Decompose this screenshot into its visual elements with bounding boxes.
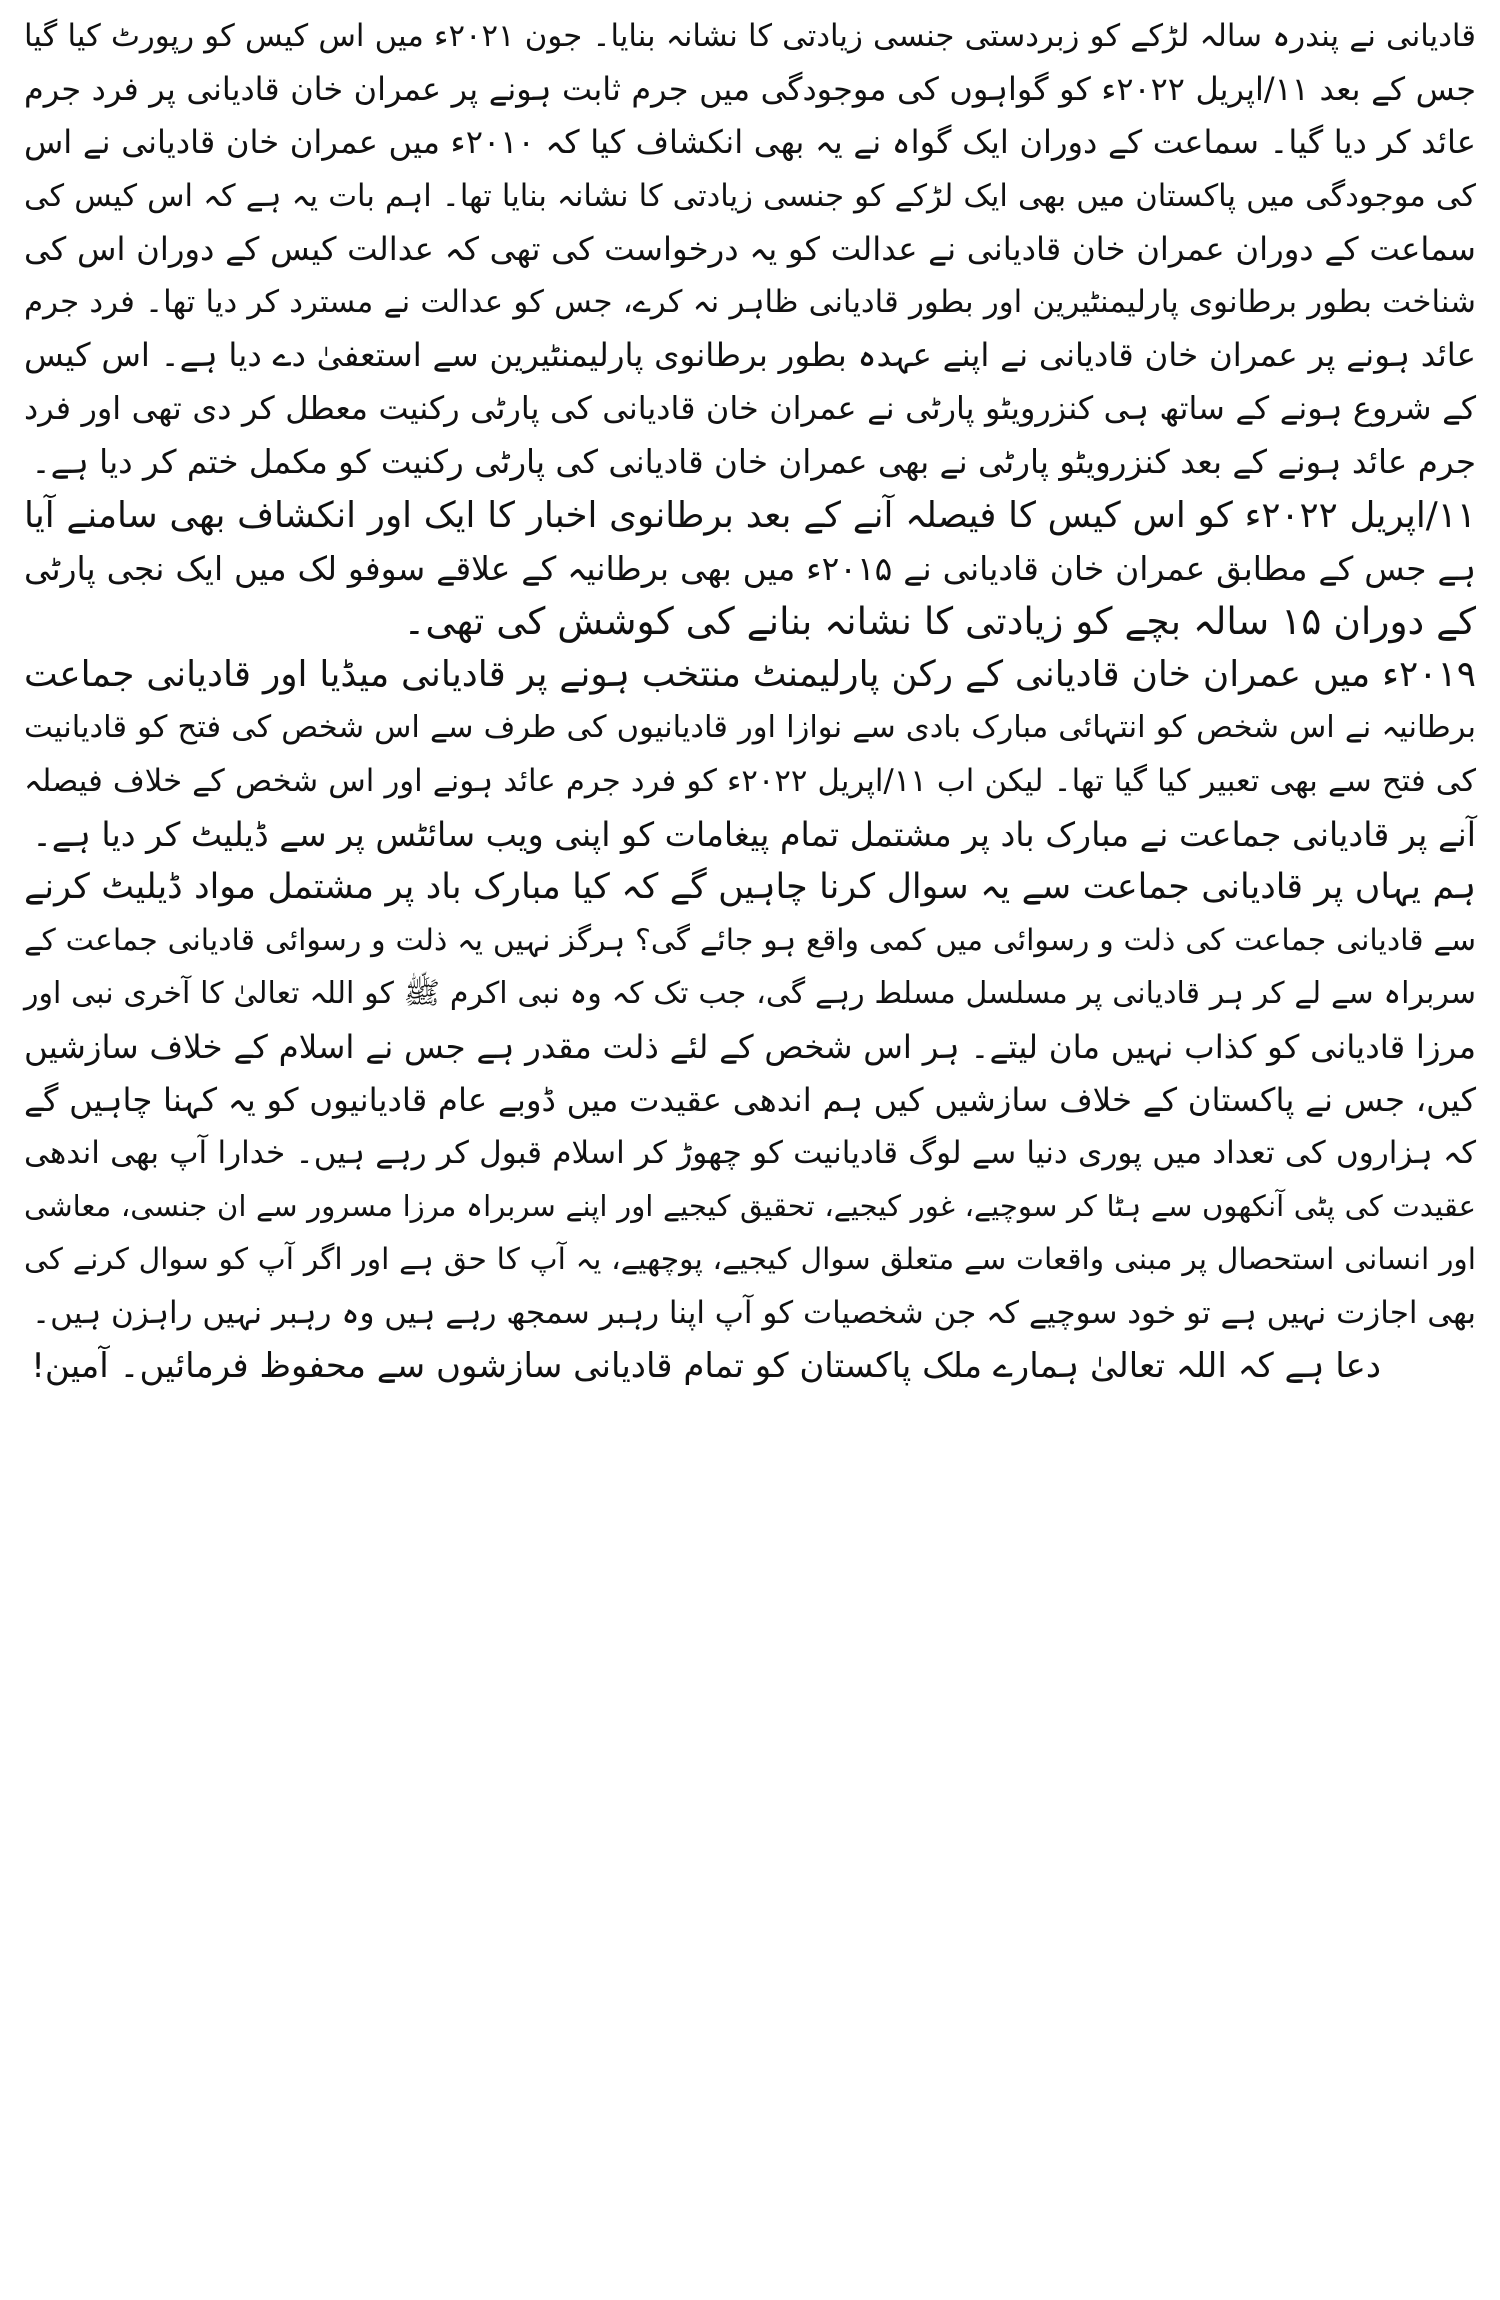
text-line: عقیدت کی پٹی آنکھوں سے ہٹا کر سوچیے، غور کیجیے، تحقیق کیجیے اور اپنے سربراہ مرزا مسرور سے ان جنسی، معاشی (24, 1189, 1476, 1224)
text-line: کی موجودگی میں پاکستان میں بھی ایک لڑکے کو جنسی زیادتی کا نشانہ بنایا تھا۔ اہم بات یہ ہے کہ اس کیس کی (24, 178, 1476, 214)
text-line: ۲۰۱۹ء میں عمران خان قادیانی کے رکن پارلیمنٹ منتخب ہونے پر قادیانی میڈیا اور قادیانی جماعت (24, 654, 1476, 696)
article-paragraph (24, 648, 1476, 861)
text-line: شناخت بطور برطانوی پارلیمنٹیرین اور بطور قادیانی ظاہر نہ کرے، جس کو عدالت نے مسترد کر دیا تھا۔ فرد جرم (24, 283, 1476, 320)
text-line: کی فتح سے بھی تعبیر کیا گیا تھا۔ لیکن اب ۱۱/اپریل ۲۰۲۲ء کو فرد جرم عائد ہونے اور اس شخص کے خلاف فیصلہ (24, 762, 1476, 799)
text-line: سے قادیانی جماعت کی ذلت و رسوائی میں کمی واقع ہو جائے گی؟ ہرگز نہیں یہ ذلت و رسوائی قادیانی جماعت کے (24, 923, 1476, 959)
article-paragraph (24, 10, 1476, 489)
text-line: ۱۱/اپریل ۲۰۲۲ء کو اس کیس کا فیصلہ آنے کے بعد برطانوی اخبار کا ایک اور انکشاف بھی سامنے آیا (24, 494, 1477, 536)
text-line: کہ ہزاروں کی تعداد میں پوری دنیا سے لوگ قادیانیت کو چھوڑ کر اسلام قبول کر رہے ہیں۔ خدارا آپ بھی اندھی (24, 1134, 1476, 1171)
article-paragraph (24, 489, 1476, 649)
text-line: بھی اجازت نہیں ہے تو خود سوچیے کہ جن شخصیات کو آپ اپنا رہبر سمجھ رہے ہیں وہ رہبر نہیں راہزن ہیں۔ (32, 1294, 1476, 1331)
document-page (24, 10, 1476, 2290)
text-line: سماعت کے دوران عمران خان قادیانی نے عدالت کو یہ درخواست کی تھی کہ عدالت کیس کے دوران اس کی (24, 229, 1476, 268)
article-paragraph (24, 861, 1476, 1340)
text-line: ہم یہاں پر قادیانی جماعت سے یہ سوال کرنا چاہیں گے کہ کیا مبارک باد پر مشتمل مواد ڈیلیٹ کرنے (24, 867, 1476, 907)
text-line: کے دوران ۱۵ سالہ بچے کو زیادتی کا نشانہ بنانے کی کوشش کی تھی۔ (403, 599, 1476, 644)
text-line: کیں، جس نے پاکستان کے خلاف سازشیں کیں ہم اندھی عقیدت میں ڈوبے عام قادیانیوں کو یہ کہنا چاہیں گے (24, 1080, 1476, 1119)
text-line: جرم عائد ہونے کے بعد کنزرویٹو پارٹی نے بھی عمران خان قادیانی کی پارٹی رکنیت کو مکمل ختم کر دیا ہے۔ (31, 442, 1476, 481)
article-paragraph (24, 1340, 1476, 1393)
text-line: عائد کر دیا گیا۔ سماعت کے دوران ایک گواہ نے یہ بھی انکشاف کیا کہ ۲۰۱۰ء میں عمران خان قادیانی نے اس (24, 123, 1476, 162)
text-line: سربراہ سے لے کر ہر قادیانی پر مسلسل مسلط رہے گی، جب تک کہ وہ نبی اکرم ﷺ کو اللہ تعالیٰ کا آخری نبی اور (24, 976, 1476, 1012)
article-body (24, 10, 1476, 1393)
text-line: قادیانی نے پندرہ سالہ لڑکے کو زبردستی جنسی زیادتی کا نشانہ بنایا۔ جون ۲۰۲۱ء میں اس کیس کو رپورٹ کیا گیا (24, 18, 1476, 54)
text-line: آنے پر قادیانی جماعت نے مبارک باد پر مشتمل تمام پیغامات کو اپنی ویب سائٹس پر سے ڈیلیٹ کر دیا ہے۔ (32, 814, 1476, 854)
text-line: ہے جس کے مطابق عمران خان قادیانی نے ۲۰۱۵ء میں بھی برطانیہ کے علاقے سوفو لک میں ایک نجی پارٹی (24, 548, 1476, 588)
text-line: دعا ہے کہ اللہ تعالیٰ ہمارے ملک پاکستان کو تمام قادیانی سازشوں سے محفوظ فرمائیں۔ آمین! (31, 1345, 1381, 1386)
text-line: مرزا قادیانی کو کذاب نہیں مان لیتے۔ ہر اس شخص کے لئے ذلت مقدر ہے جس نے اسلام کے خلاف سازشیں (24, 1027, 1476, 1066)
text-line: جس کے بعد ۱۱/اپریل ۲۰۲۲ء کو گواہوں کی موجودگی میں جرم ثابت ہونے پر عمران خان قادیانی پر فرد جرم (24, 70, 1476, 109)
text-line: عائد ہونے پر عمران خان قادیانی نے اپنے عہدہ بطور برطانوی پارلیمنٹیرین سے استعفیٰ دے دیا ہے۔ اس کیس (24, 336, 1476, 375)
text-line: برطانیہ نے اس شخص کو انتہائی مبارک بادی سے نوازا اور قادیانیوں کی طرف سے اس شخص کی فتح کو قادیانیت (24, 710, 1476, 746)
text-line: کے شروع ہونے کے ساتھ ہی کنزرویٹو پارٹی نے عمران خان قادیانی کی پارٹی رکنیت معطل کر دی تھی اور فرد (24, 389, 1476, 428)
text-line: اور انسانی استحصال پر مبنی واقعات سے متعلق سوال کیجیے، پوچھیے، یہ آپ کا حق ہے اور اگر آپ کو سوال کرنے کی (24, 1242, 1476, 1278)
